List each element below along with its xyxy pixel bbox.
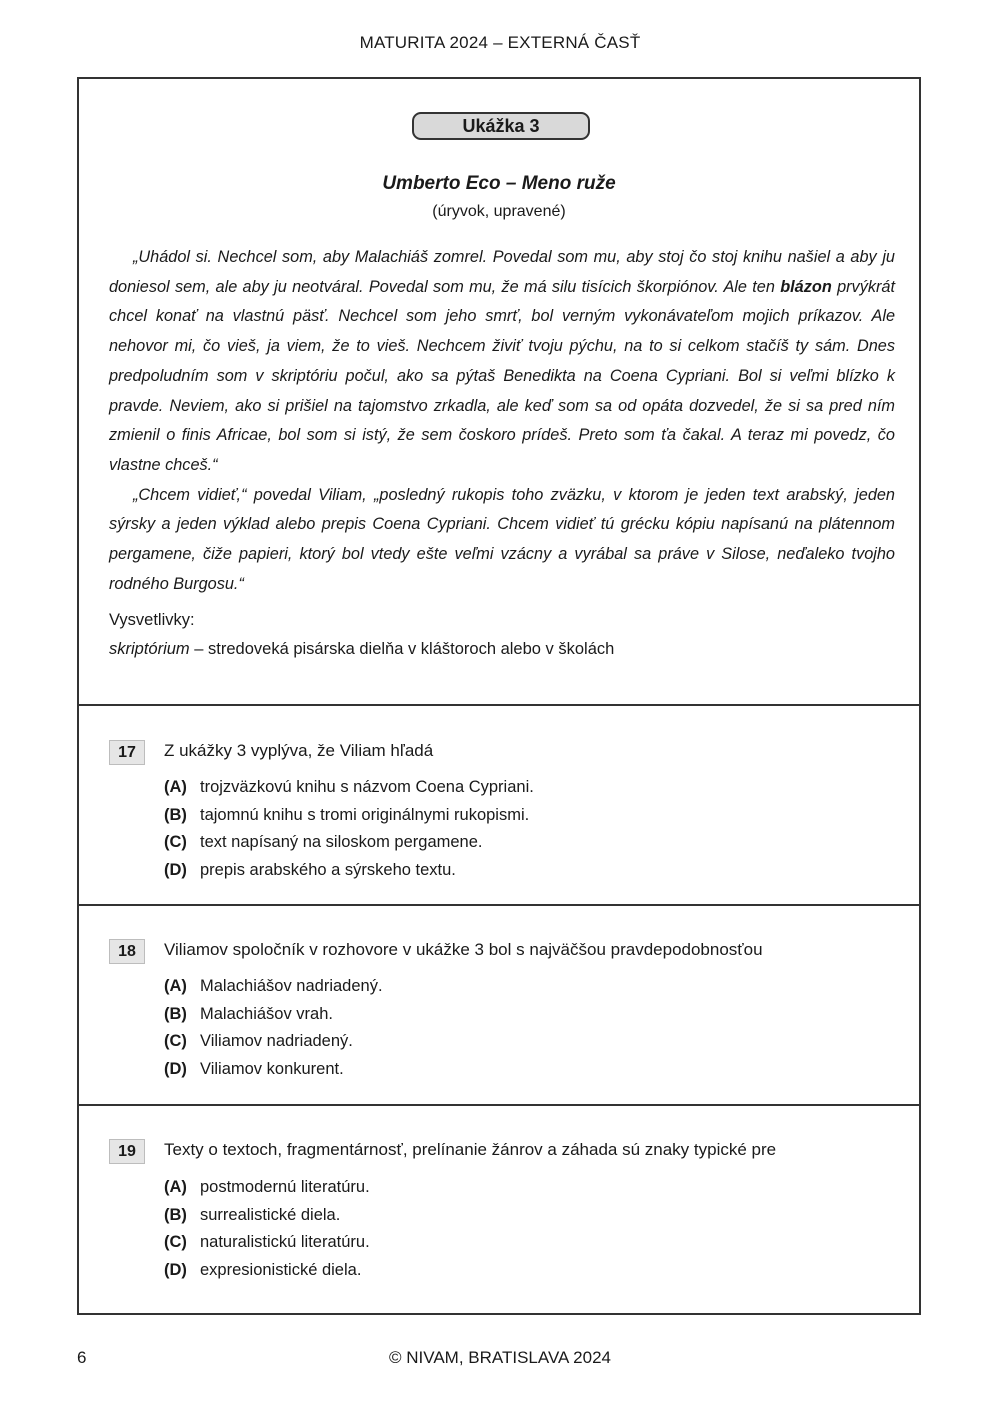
option-letter: (A) xyxy=(164,1178,187,1196)
option-letter: (D) xyxy=(164,1060,187,1079)
option-text: Viliamov nadriadený. xyxy=(200,1032,353,1051)
option-letter: (A) xyxy=(164,778,187,796)
answer-option-d[interactable] xyxy=(164,1257,370,1285)
question-number: 19 xyxy=(109,1139,145,1164)
answer-options xyxy=(164,774,534,885)
option-text: Viliamov konkurent. xyxy=(200,1060,344,1079)
option-text: Malachiášov vrah. xyxy=(200,1004,333,1023)
option-letter: (D) xyxy=(164,1261,187,1280)
answer-option-b[interactable] xyxy=(164,1001,383,1029)
answer-option-a[interactable] xyxy=(164,774,534,802)
excerpt-subtitle: (úryvok, upravené) xyxy=(432,203,566,220)
option-text: surrealistické diela. xyxy=(200,1205,341,1224)
question-18 xyxy=(79,906,919,1106)
answer-options xyxy=(164,1174,370,1285)
excerpt-body xyxy=(109,243,895,599)
notes-label: Vysvetlivky: xyxy=(109,611,195,629)
excerpt-section xyxy=(79,79,919,706)
excerpt-title: Umberto Eco – Meno ruže xyxy=(382,173,616,194)
question-number: 18 xyxy=(109,939,145,964)
answer-option-a[interactable] xyxy=(164,1174,370,1202)
question-text: Viliamov spoločník v rozhovore v ukážke 3 bol s najväčšou pravdepodobnosťou xyxy=(164,940,763,959)
question-17 xyxy=(79,706,919,906)
option-letter: (C) xyxy=(164,1233,187,1252)
excerpt-paragraph-2: „Chcem vidieť,“ povedal Viliam, „posledný rukopis toho zväzku, v ktorom je jeden text arabský, jeden sýrsky a jeden výklad alebo prepis Coena Cypriani. Chcem vidieť tú grécku kópiu napísanú na plátennom pergamene, čiže papieri, ktorý bol vtedy ešte veľmi vzácny a vyrábal sa práve v Silose, neďaleko tvojho rodného Burgosu.“ xyxy=(109,485,895,593)
answer-options xyxy=(164,973,383,1084)
answer-option-a[interactable] xyxy=(164,973,383,1001)
excerpt-label: Ukážka 3 xyxy=(412,112,590,140)
option-letter: (A) xyxy=(164,977,187,995)
excerpt-paragraph-1 xyxy=(109,243,895,481)
answer-option-d[interactable] xyxy=(164,857,534,885)
answer-option-b[interactable] xyxy=(164,802,534,830)
option-letter: (B) xyxy=(164,1205,187,1224)
note-line xyxy=(109,640,614,659)
page-number: 6 xyxy=(77,1348,87,1367)
option-text: expresionistické diela. xyxy=(200,1261,362,1280)
paragraph-1-end: prvýkrát chcel konať na vlastnú päsť. Nechcel som jeho smrť, bol verným vykonávateľom mojich príkazov. Ale nehovor mi, čo vieš, ja viem, že to vieš. Nechcem živiť tvoju pýchu, na to si celkom stačíš ty sám. Dnes predpoludním som v skriptóriu počul, ako sa pýtaš Benedikta na Coena Cypriani. Bol si veľmi blízko k pravde. Neviem, ako si prišiel na tajomstvo zrkadla, ale keď som sa od opáta dozvedel, že si sa pred ním zmienil o finis Africae, bol som si istý, že sem čoskoro prídeš. Preto som ťa čakal. A teraz mi povedz, čo vlastne chceš.“ xyxy=(109,277,895,474)
option-letter: (C) xyxy=(164,833,187,852)
answer-option-d[interactable] xyxy=(164,1056,383,1084)
answer-option-c[interactable] xyxy=(164,1028,383,1056)
option-letter: (B) xyxy=(164,1004,187,1023)
question-text: Z ukážky 3 vyplýva, že Viliam hľadá xyxy=(164,741,434,760)
option-letter: (C) xyxy=(164,1032,187,1051)
option-text: postmodernú literatúru. xyxy=(200,1178,370,1196)
note-definition: – stredoveká pisárska dielňa v kláštoroch alebo v školách xyxy=(189,640,615,658)
paragraph-1-start: „Uhádol si. Nechcel som, aby Malachiáš zomrel. Povedal som mu, aby stoj čo stoj knihu našiel a aby ju doniesol sem, ale aby ju neotváral. Povedal som mu, že má silu tisícich škorpiónov. Ale ten xyxy=(109,248,895,296)
option-text: naturalistickú literatúru. xyxy=(200,1233,370,1252)
option-text: prepis arabského a sýrskeho textu. xyxy=(200,861,456,880)
option-text: Malachiášov nadriadený. xyxy=(200,977,383,995)
page-header: MATURITA 2024 – EXTERNÁ ČASŤ xyxy=(359,33,641,52)
option-letter: (B) xyxy=(164,805,187,824)
option-text: tajomnú knihu s tromi originálnymi rukopismi. xyxy=(200,805,530,824)
option-text: text napísaný na siloskom pergamene. xyxy=(200,833,483,852)
question-text: Texty o textoch, fragmentárnosť, prelínanie žánrov a záhada sú znaky typické pre xyxy=(164,1140,777,1159)
question-19 xyxy=(79,1106,919,1313)
footer-copyright: © NIVAM, BRATISLAVA 2024 xyxy=(389,1348,611,1367)
exam-frame xyxy=(77,77,921,1315)
option-text: trojzväzkovú knihu s názvom Coena Cypriani. xyxy=(200,778,534,796)
bold-term: blázon xyxy=(780,277,832,296)
answer-option-c[interactable] xyxy=(164,1229,370,1257)
question-number: 17 xyxy=(109,740,145,765)
option-letter: (D) xyxy=(164,861,187,880)
answer-option-c[interactable] xyxy=(164,829,534,857)
note-term: skriptórium xyxy=(109,640,190,658)
answer-option-b[interactable] xyxy=(164,1202,370,1230)
